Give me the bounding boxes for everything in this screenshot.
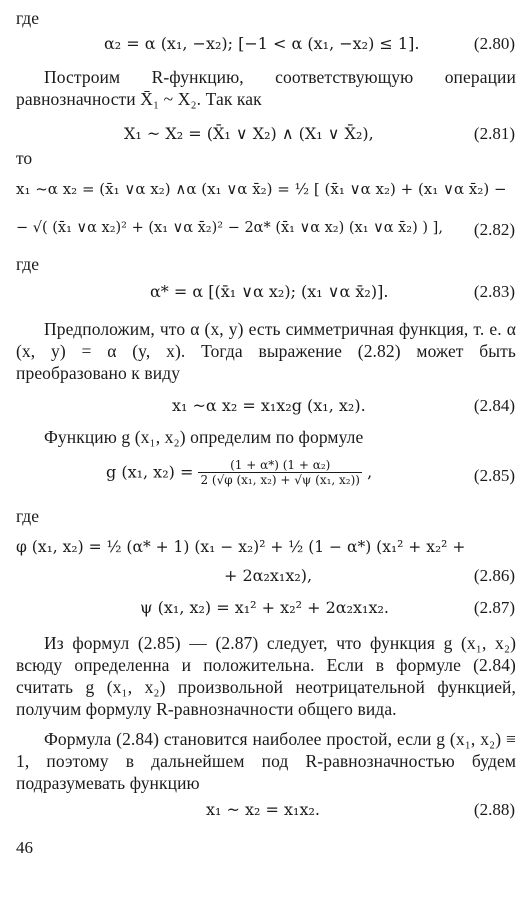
equation-2-85-denominator: 2 (√φ (x₁, x₂) + √ψ (x₁, x₂)) [200,473,360,487]
equation-2-86-line-2: + 2α₂x₁x₂), [224,566,313,585]
where-label-3: где [16,506,39,526]
equation-2-85-tail: , [367,462,373,482]
paragraph-conclusion: Из формул (2.85) — (2.87) следует, что функция g (x₁, x₂) всюду определенна и положительна. Если в формуле (2.84) считать g (x₁, x₂) произвольной неотрицательной функцией, получим формулу R-равнозначности общего вида. [16,633,516,719]
equation-2-82-line-2: − √( (x̄₁ ∨α x₂)² + (x₁ ∨α x̄₂)² − 2α* (x̄₁ ∨α x₂) (x₁ ∨α x̄₂) ) ], [16,220,443,236]
equation-number-2-85: (2.85) [473,466,515,485]
equation-number-2-82: (2.82) [473,220,515,239]
where-label-1: где [16,8,39,28]
equation-2-81: X₁ ~ X₂ = (X̄₁ ∨ X₂) ∧ (X₁ ∨ X̄₂), [124,124,374,143]
paragraph-r-function: Построим R-функцию, соответствующую операции равнозначности X̄₁ ~ X₂. Так как [16,67,516,109]
equation-number-2-80: (2.80) [473,34,515,53]
equation-2-85-numerator: (1 + α*) (1 + α₂) [198,458,362,473]
equation-2-80: α₂ = α (x₁, −x₂); [−1 < α (x₁, −x₂) ≤ 1]. [104,34,420,53]
equation-number-2-84: (2.84) [473,396,515,415]
equation-2-88: x₁ ~ x₂ = x₁x₂. [206,800,320,819]
equation-2-84: x₁ ~α x₂ = x₁x₂g (x₁, x₂). [172,396,366,415]
equation-number-2-87: (2.87) [473,598,515,617]
equation-number-2-86: (2.86) [473,566,515,585]
equation-number-2-88: (2.88) [473,800,515,819]
equation-2-85-lhs: g (x₁, x₂) = [106,462,194,482]
equation-2-86-line-1: φ (x₁, x₂) = ½ (α* + 1) (x₁ − x₂)² + ½ (1 − α*) (x₁² + x₂² + [16,538,466,556]
equation-2-85-fraction [198,458,362,488]
paragraph-define-g: Функцию g (x₁, x₂) определим по формуле [44,427,364,447]
equation-number-2-81: (2.81) [473,124,515,143]
equation-number-2-83: (2.83) [473,282,515,301]
paragraph-simplest: Формула (2.84) становится наиболее простой, если g (x₁, x₂) ≡ 1, поэтому в дальнейшем под R-равнозначностью будем подразумевать функцию [16,729,516,793]
then-label: то [16,148,33,168]
paragraph-symmetric: Предположим, что α (x, y) есть симметричная функция, т. е. α (x, y) = α (y, x). Тогда выражение (2.82) может быть преобразовано к виду [16,319,516,383]
equation-2-83: α* = α [(x̄₁ ∨α x₂); (x₁ ∨α x̄₂)]. [150,282,389,301]
page-number: 46 [16,838,33,857]
equation-2-82-line-1: x₁ ~α x₂ = (x̄₁ ∨α x₂) ∧α (x₁ ∨α x̄₂) = ½ [ (x̄₁ ∨α x₂) + (x₁ ∨α x̄₂) − [16,180,507,198]
equation-2-85 [106,458,372,488]
equation-2-87: ψ (x₁, x₂) = x₁² + x₂² + 2α₂x₁x₂. [140,598,389,617]
where-label-2: где [16,254,39,274]
